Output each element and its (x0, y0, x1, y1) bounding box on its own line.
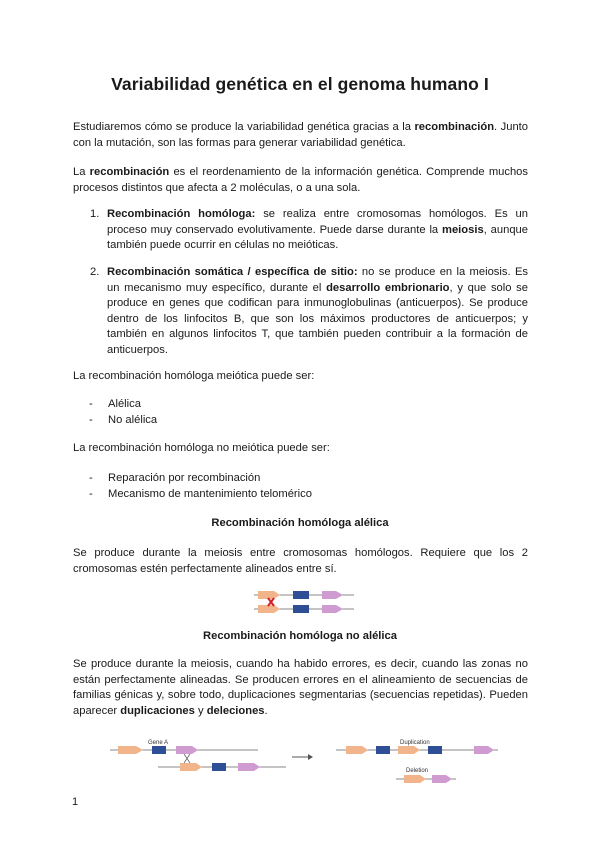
deletion-label: Deletion (406, 768, 429, 774)
intro-paragraph: Estudiaremos cómo se produce la variabilidad genética gracias a la recombinación. Junto con la mutación, son las formas para generar variabilidad genética. (73, 121, 528, 149)
list-item: No alélica (108, 414, 158, 426)
bullet-dash: - (89, 414, 93, 426)
list-item: Mecanismo de mantenimiento telomérico (108, 488, 312, 500)
lilac-segment (322, 591, 343, 599)
meiotic-intro: La recombinación homóloga meiótica puede ser: (73, 370, 315, 382)
peach-segment (180, 763, 202, 771)
peach-segment (398, 746, 420, 754)
list-item-homologous: Recombinación homóloga: se realiza entre cromosomas homólogos. Es un proceso muy conservado evolutivamente. Puede darse durante la meiosis, aunque también puede ocurrir en células no meióticas. (107, 208, 528, 251)
lilac-segment (432, 775, 452, 783)
nonallelic-heading: Recombinación homóloga no alélica (203, 630, 397, 642)
gene-a-label: Gene A (148, 740, 169, 746)
crossover-x-icon (268, 598, 274, 606)
crossover-x-icon (184, 754, 190, 763)
definition-paragraph: La recombinación es el reordenamiento de la información genética. Comprende muchos procesos distintos que afecta a 2 moléculas, o a una sola. (73, 166, 528, 194)
nonallelic-recombination-figure (108, 735, 500, 787)
list-item: Reparación por recombinación (108, 472, 261, 484)
lilac-segment (176, 746, 198, 754)
blue-gene-block (428, 746, 442, 754)
lilac-segment (238, 763, 260, 771)
chromosome-top (110, 740, 258, 754)
list-item: Alélica (108, 398, 141, 410)
list-number: 1. (90, 208, 100, 220)
page-title: Variabilidad genética en el genoma humano I (111, 74, 489, 94)
bullet-dash: - (89, 488, 93, 500)
peach-segment (404, 775, 426, 783)
blue-gene-block (212, 763, 226, 771)
duplication-label: Duplication (400, 740, 430, 746)
deletion-chromosome (396, 768, 456, 783)
bullet-dash: - (89, 398, 93, 410)
nonallelic-paragraph: Se produce durante la meiosis, cuando ha habido errores, es decir, cuando las zonas no están perfectamente alineadas. Se producen errores en el alineamiento de secuencias de familias génicas y, sobre todo, duplicaciones segmentarias (secuencias repetidas). Pueden aparecer duplicaciones y deleciones. (73, 658, 528, 717)
allelic-paragraph: Se produce durante la meiosis entre cromosomas homólogos. Requiere que los 2 cromosomas estén perfectamente alineados entre sí. (73, 547, 528, 575)
allelic-heading: Recombinación homóloga alélica (211, 517, 389, 529)
peach-segment (346, 746, 368, 754)
peach-segment (118, 746, 143, 754)
blue-gene-block (293, 591, 309, 599)
lilac-segment (322, 605, 343, 613)
allelic-recombination-figure (250, 586, 355, 616)
duplication-chromosome (336, 740, 498, 754)
gene-a-block (152, 746, 166, 754)
list-item-somatic: Recombinación somática / específica de sitio: no se produce en la meiosis. Es un mecanismo muy específico, durante el desarrollo embrionario, y que solo se produce en genes que codifican para inmunoglobulinas (anticuerpos). Se produce dentro de los linfocitos B, que son los máximos productores de anticuerpos; y también en algunos linfocitos T, que también pueden contribuir a la formación de anticuerpos. (107, 266, 528, 356)
lilac-segment (474, 746, 494, 754)
list-number: 2. (90, 266, 100, 278)
blue-gene-block (293, 605, 309, 613)
nonmeiotic-intro: La recombinación homóloga no meiótica puede ser: (73, 442, 330, 454)
arrow-right-icon (292, 754, 313, 760)
chromosome-bottom (158, 763, 286, 771)
blue-gene-block (376, 746, 390, 754)
page-number: 1 (72, 796, 79, 808)
bullet-dash: - (89, 472, 93, 484)
